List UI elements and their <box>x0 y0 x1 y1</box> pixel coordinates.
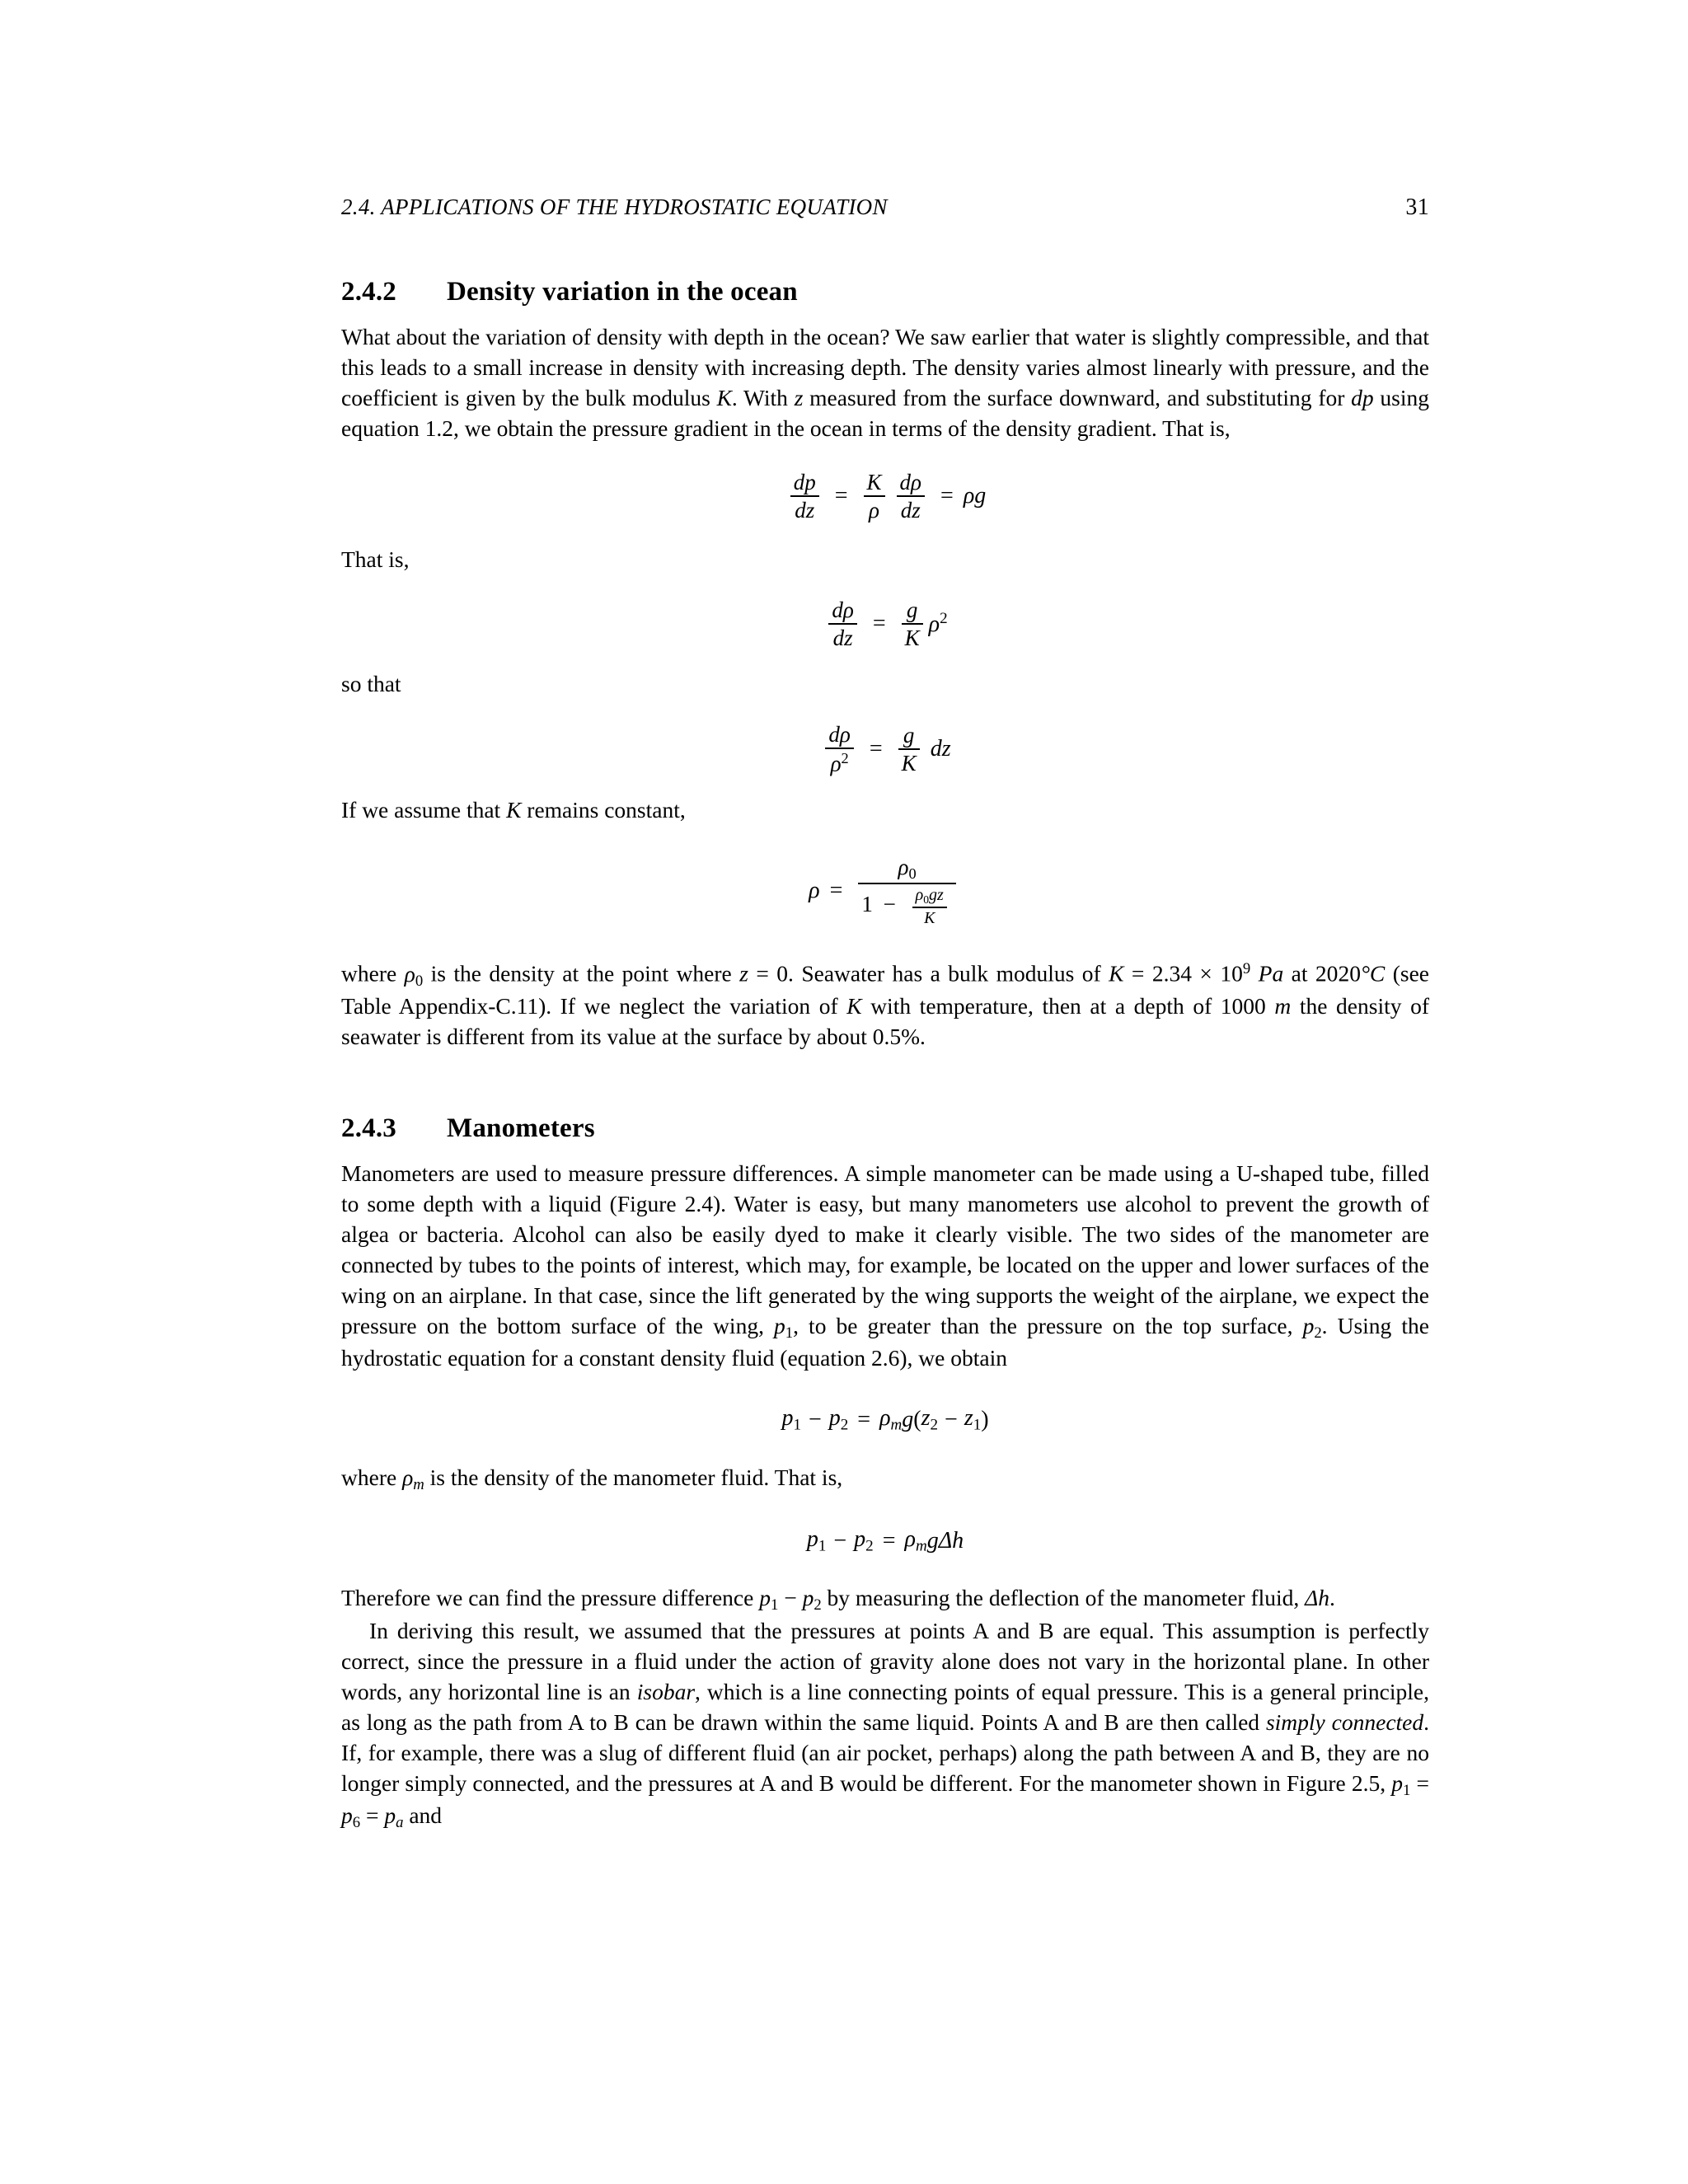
paragraph-isobar-discussion <box>341 1616 1429 1834</box>
connector-assume-k-constant <box>341 795 1429 826</box>
subscript-0: 0 <box>923 893 930 906</box>
term-g: g <box>902 1406 914 1432</box>
unit-m: m <box>1274 993 1292 1019</box>
text-run: at 20 <box>1283 960 1339 987</box>
fraction-K-rho <box>864 469 885 523</box>
subscript-2: 2 <box>814 1596 822 1615</box>
symbol-rho-0 <box>404 960 424 990</box>
text-run: , which is a line connecting points of equal pressure. This is a general principle, as long as the path from A to B can be drawn within the same liquid. Points A and B are then called <box>341 1678 1429 1735</box>
text-run: That is, <box>341 546 410 572</box>
fraction-denominator: dz <box>900 497 921 523</box>
section-number: 2.4.3 <box>341 1113 396 1143</box>
symbol-z: z <box>794 384 804 410</box>
fraction-denominator: K <box>904 625 920 650</box>
symbol-pa: $p_a$ <box>384 1802 404 1832</box>
fraction-numerator: dρ <box>828 722 851 748</box>
section-heading-242 <box>341 277 1429 307</box>
equals-sign: = <box>869 735 883 762</box>
symbol-p6: p6 <box>341 1802 361 1832</box>
subscript-2: 2 <box>1314 1324 1322 1343</box>
text-run: with temperature, then at a depth of 1000 <box>861 993 1266 1019</box>
term-rho: ρ <box>963 482 975 509</box>
paragraph-where-rho-m <box>341 1463 1429 1495</box>
symbol-K: K <box>1109 960 1124 987</box>
symbol-p2: p2 <box>1302 1312 1322 1343</box>
minus-sign: − <box>808 1406 822 1432</box>
subscript-1: 1 <box>785 1324 794 1343</box>
fraction-drho-rho2 <box>825 721 853 777</box>
fraction-dp-dz <box>790 469 819 523</box>
text-run: is the density of the manometer fluid. That is, <box>424 1464 843 1490</box>
equals-sign: = <box>829 878 843 904</box>
term-simply-connected: simply connected <box>1265 1708 1424 1735</box>
subscript-1: 1 <box>1402 1781 1411 1799</box>
subscript-m: m <box>915 1537 927 1555</box>
term-one: 1 <box>861 892 873 917</box>
text-run: by measuring the deflection of the manometer fluid, <box>821 1585 1306 1611</box>
text-run: and <box>403 1802 443 1828</box>
equals-sign: = <box>834 482 848 509</box>
equation-manometer-pressure-difference <box>341 1405 1429 1434</box>
symbol-delta-h: Δh <box>1305 1585 1330 1611</box>
fraction-numerator: g <box>906 597 918 622</box>
term-p1: p1 <box>806 1526 827 1555</box>
text-run: (see Table Appendix-C.11). If we neglect the variation of <box>341 960 1429 1019</box>
symbol-p1: p1 <box>759 1585 779 1615</box>
text-run: . With <box>731 384 795 410</box>
paren-close: ) <box>981 1406 989 1432</box>
minus-sign: − <box>784 1585 797 1611</box>
symbol-z: z <box>937 885 944 904</box>
paragraph-seawater-bulk-modulus: where ρ0 is the density at the point where z = 0. Seawater has a bulk modulus of $K = 2.34 \times 10^9$ Pa at 2020°C (see Table Appendix-C.11). If we neglect the variation of K with temperature, then at a depth of 1000 m the density of seawater is different from its value at the surface by about 0.5%. <box>341 959 1429 1049</box>
symbol-K: K <box>506 796 522 823</box>
subscript-2: 2 <box>930 1416 939 1434</box>
subscript-m: m <box>413 1475 424 1493</box>
text-run: using equation 1.2, we obtain the pressure gradient in the ocean in terms of the density gradient. That is, <box>341 384 1430 441</box>
equals-sign: = <box>882 1527 896 1554</box>
text-run: Therefore we can find the pressure difference <box>341 1585 760 1611</box>
term-delta-h: Δh <box>938 1527 964 1554</box>
fraction-numerator: K <box>866 469 882 494</box>
text-run: . <box>1329 1585 1335 1611</box>
symbol-rho: ρ <box>898 854 909 879</box>
text-run: . If, for example, there was a slug of different fluid (an air pocket, perhaps) along the path between A and B, they are no longer simply connected, and the pressures at A and B would be different. For the manometer shown in Figure 2.5, <box>341 1708 1429 1796</box>
equals-sign: = <box>1416 1769 1429 1796</box>
text-run: What about the variation of density with depth in the ocean? We saw earlier that water is slightly compressible, and that this leads to a small increase in density with increasing depth. The density varies almost linearly with pressure, and the coefficient is given by the bulk modulus <box>341 324 1429 410</box>
subscript-0: 0 <box>908 865 917 882</box>
equals-sign: = <box>365 1802 379 1828</box>
symbol-p1: p1 <box>1391 1769 1411 1799</box>
text-run: the density of seawater is different from its value at the surface by about 0.5%. <box>341 993 1429 1049</box>
text-run: , to be greater than the pressure on the top surface, <box>793 1312 1303 1338</box>
text-run: = 0. Seawater has a bulk modulus of <box>748 960 1109 987</box>
term-g: g <box>974 482 987 509</box>
paragraph-therefore <box>341 1583 1429 1615</box>
symbol-rho-m <box>402 1464 424 1493</box>
symbol-K: K <box>846 993 862 1019</box>
term-rho-squared <box>929 610 948 638</box>
term-g: g <box>926 1527 939 1554</box>
minus-sign: − <box>833 1527 847 1554</box>
paragraph-manometers-intro <box>341 1159 1429 1374</box>
unit-pa: Pa <box>1258 960 1284 987</box>
fraction-rho0gz-K <box>912 885 947 928</box>
fraction-denominator <box>858 884 955 929</box>
fraction-numerator: dρ <box>899 469 922 494</box>
subscript-6: 6 <box>352 1814 361 1832</box>
term-p2: p2 <box>828 1405 849 1434</box>
symbol-rho: ρ <box>915 885 924 904</box>
text-run: remains constant, <box>521 796 686 823</box>
fraction-drho-dz <box>828 597 856 651</box>
text-run: = 2.34 <box>1123 960 1200 987</box>
fraction-denominator: ρ <box>869 497 880 523</box>
subscript-1: 1 <box>973 1416 982 1434</box>
section-title: Density variation in the ocean <box>447 277 798 307</box>
subscript-1: 1 <box>770 1596 779 1615</box>
symbol-z: z <box>739 960 748 987</box>
section-heading-243 <box>341 1113 1429 1144</box>
fraction-g-K <box>902 597 923 651</box>
equals-sign: = <box>857 1406 871 1432</box>
subscript-1: 1 <box>793 1416 801 1434</box>
subscript-2: 2 <box>840 1416 849 1434</box>
connector-that-is <box>341 545 1429 575</box>
text-run: Manometers are used to measure pressure differences. A simple manometer can be made using a U-shaped tube, filled to some depth with a liquid (Figure 2.4). Water is easy, but many manometers use alcohol to prevent the growth of algea or bacteria. Alcohol can also be easily dyed to make it clearly visible. The two sides of the manometer are connected by tubes to the points of interest, which may, for example, be located on the upper and lower surfaces of the wing on an airplane. In that case, since the lift generated by the wing supports the weight of the airplane, we expect the pressure on the bottom surface of the wing, <box>341 1160 1429 1338</box>
fraction-denominator: K <box>901 750 917 776</box>
connector-so-that <box>341 669 1429 700</box>
running-head <box>341 194 1429 221</box>
subscript-0: 0 <box>415 972 424 990</box>
term-p1: p1 <box>781 1405 801 1434</box>
unit-degC: °C <box>1360 960 1386 987</box>
text-run: so that <box>341 671 401 697</box>
text-run: . Using the hydrostatic equation for a constant density fluid (equation 2.6), we obtain <box>341 1312 1429 1371</box>
fraction-numerator: g <box>903 722 915 748</box>
fraction-denominator: dz <box>832 625 853 650</box>
fraction-g-K <box>898 722 920 776</box>
term-rho-m <box>904 1526 926 1555</box>
symbol-K: K <box>716 384 732 410</box>
text-run: If we assume that <box>341 796 507 823</box>
text-run: where <box>341 960 405 987</box>
term-z2: z2 <box>921 1405 939 1434</box>
fraction-numerator <box>895 854 920 883</box>
minus-sign: − <box>883 892 896 917</box>
symbol-dp: dp <box>1351 384 1374 410</box>
running-head-title: 2.4. APPLICATIONS OF THE HYDROSTATIC EQUATION <box>341 194 888 219</box>
fraction-numerator: dp <box>793 469 816 494</box>
term-isobar: isobar <box>636 1678 696 1704</box>
term-rho: ρ <box>809 878 820 904</box>
symbol-rho: ρ <box>402 1464 414 1490</box>
symbol-rho: ρ <box>830 751 842 776</box>
equation-density-solution <box>341 854 1429 929</box>
exponent-9: 9 <box>1242 959 1251 977</box>
times-sign: × <box>1199 960 1212 987</box>
symbol-rho: ρ <box>404 960 415 987</box>
fraction-denominator: K <box>924 908 935 927</box>
equation-pressure-gradient <box>341 469 1429 523</box>
text-run: is the density at the point where <box>423 960 740 987</box>
exponent-2: 2 <box>841 749 849 766</box>
section-number: 2.4.2 <box>341 277 396 307</box>
equation-manometer-deflection <box>341 1526 1429 1555</box>
text-run: In deriving this result, we assumed that the pressures at points A and B are equal. This assumption is perfectly correct, since the pressure in a fluid under the action of gravity alone does not vary in the horizontal plane. In other words, any horizontal line is an <box>341 1617 1429 1704</box>
symbol-rho: ρ <box>879 1405 891 1432</box>
term-p2: p2 <box>854 1526 874 1555</box>
paren-open: ( <box>913 1406 921 1432</box>
equals-sign: = <box>872 611 886 637</box>
fraction-numerator: dρ <box>832 597 854 622</box>
symbol-p1: p1 <box>774 1312 794 1343</box>
fraction-rho0-over-expr <box>858 854 955 929</box>
equals-sign: = <box>940 482 954 509</box>
subscript-1: 1 <box>818 1537 827 1555</box>
paragraph-density-intro <box>341 322 1429 444</box>
term-z1: z1 <box>964 1405 982 1434</box>
term-rho-m <box>879 1405 902 1434</box>
page-number: 31 <box>1405 194 1429 220</box>
symbol-g: g <box>929 885 938 904</box>
text-run: where <box>341 1464 403 1490</box>
fraction-drho-dz <box>897 469 925 523</box>
term-dz: dz <box>930 735 951 762</box>
exponent-2: 2 <box>940 610 948 628</box>
subscript-2: 2 <box>865 1537 874 1555</box>
fraction-denominator: dz <box>795 497 815 523</box>
symbol-rho: ρ <box>928 611 940 637</box>
page-content <box>341 194 1429 1833</box>
symbol-p2: p2 <box>802 1585 822 1615</box>
equation-separated-variables <box>341 721 1429 777</box>
fraction-numerator <box>912 885 947 907</box>
text-run: measured from the surface downward, and substituting for <box>803 384 1352 410</box>
section-title: Manometers <box>447 1113 595 1143</box>
fraction-denominator <box>828 749 852 777</box>
symbol-rho: ρ <box>904 1526 916 1552</box>
subscript-a: a <box>396 1814 404 1832</box>
equation-density-gradient <box>341 597 1429 651</box>
minus-sign: − <box>945 1406 958 1432</box>
subscript-m: m <box>890 1416 903 1434</box>
